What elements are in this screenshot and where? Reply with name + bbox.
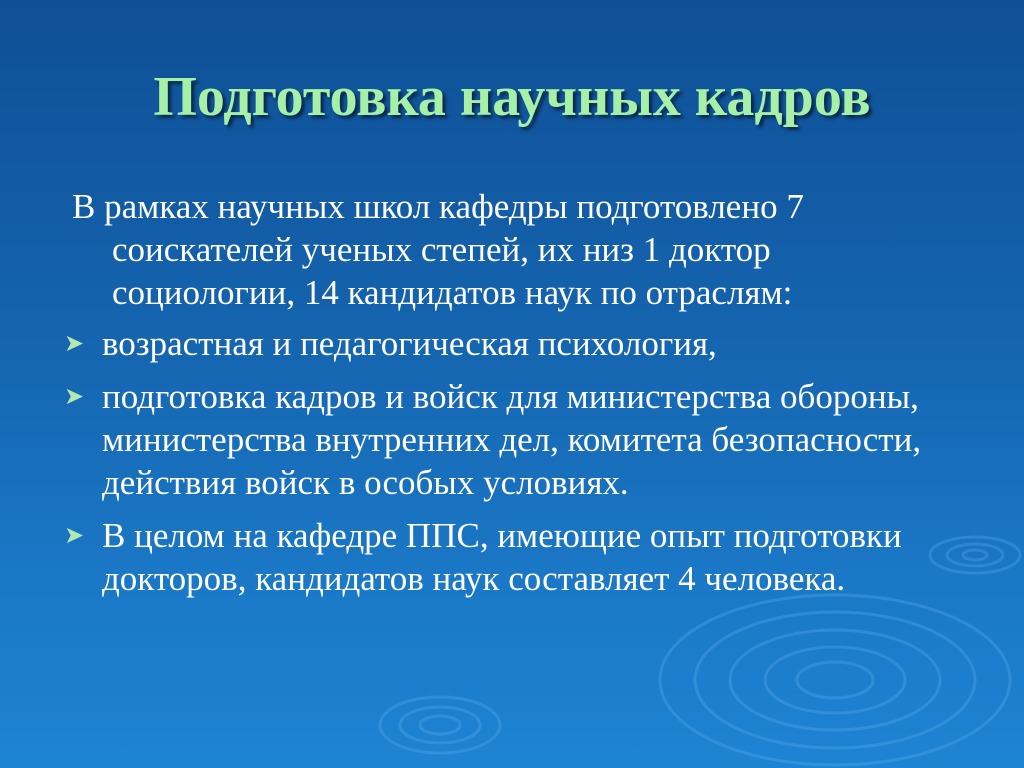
bullet-text: подготовка кадров и войск для министерства обороны, министерства внутренних дел, комитета безопасности, действия войск в особых условиях. bbox=[102, 377, 922, 502]
bullet-item bbox=[60, 514, 960, 600]
arrow-bullet-icon: ➤ bbox=[64, 382, 85, 410]
bullet-item bbox=[60, 375, 960, 504]
slide-body bbox=[60, 185, 960, 610]
arrow-bullet-icon: ➤ bbox=[64, 329, 85, 357]
bullet-list bbox=[60, 322, 960, 600]
arrow-bullet-icon: ➤ bbox=[64, 521, 85, 549]
bullet-text: возрастная и педагогическая психология, bbox=[102, 324, 717, 363]
bullet-item bbox=[60, 322, 960, 365]
intro-paragraph: В рамках научных школ кафедры подготовлено 7 соискателей ученых степей, их низ 1 доктор социологии, 14 кандидатов наук по отраслям: bbox=[72, 187, 804, 312]
slide-title: Подготовка научных кадров bbox=[153, 66, 871, 128]
bullet-text: В целом на кафедре ППС, имеющие опыт подготовки докторов, кандидатов наук составляет 4 человека. bbox=[102, 516, 902, 598]
